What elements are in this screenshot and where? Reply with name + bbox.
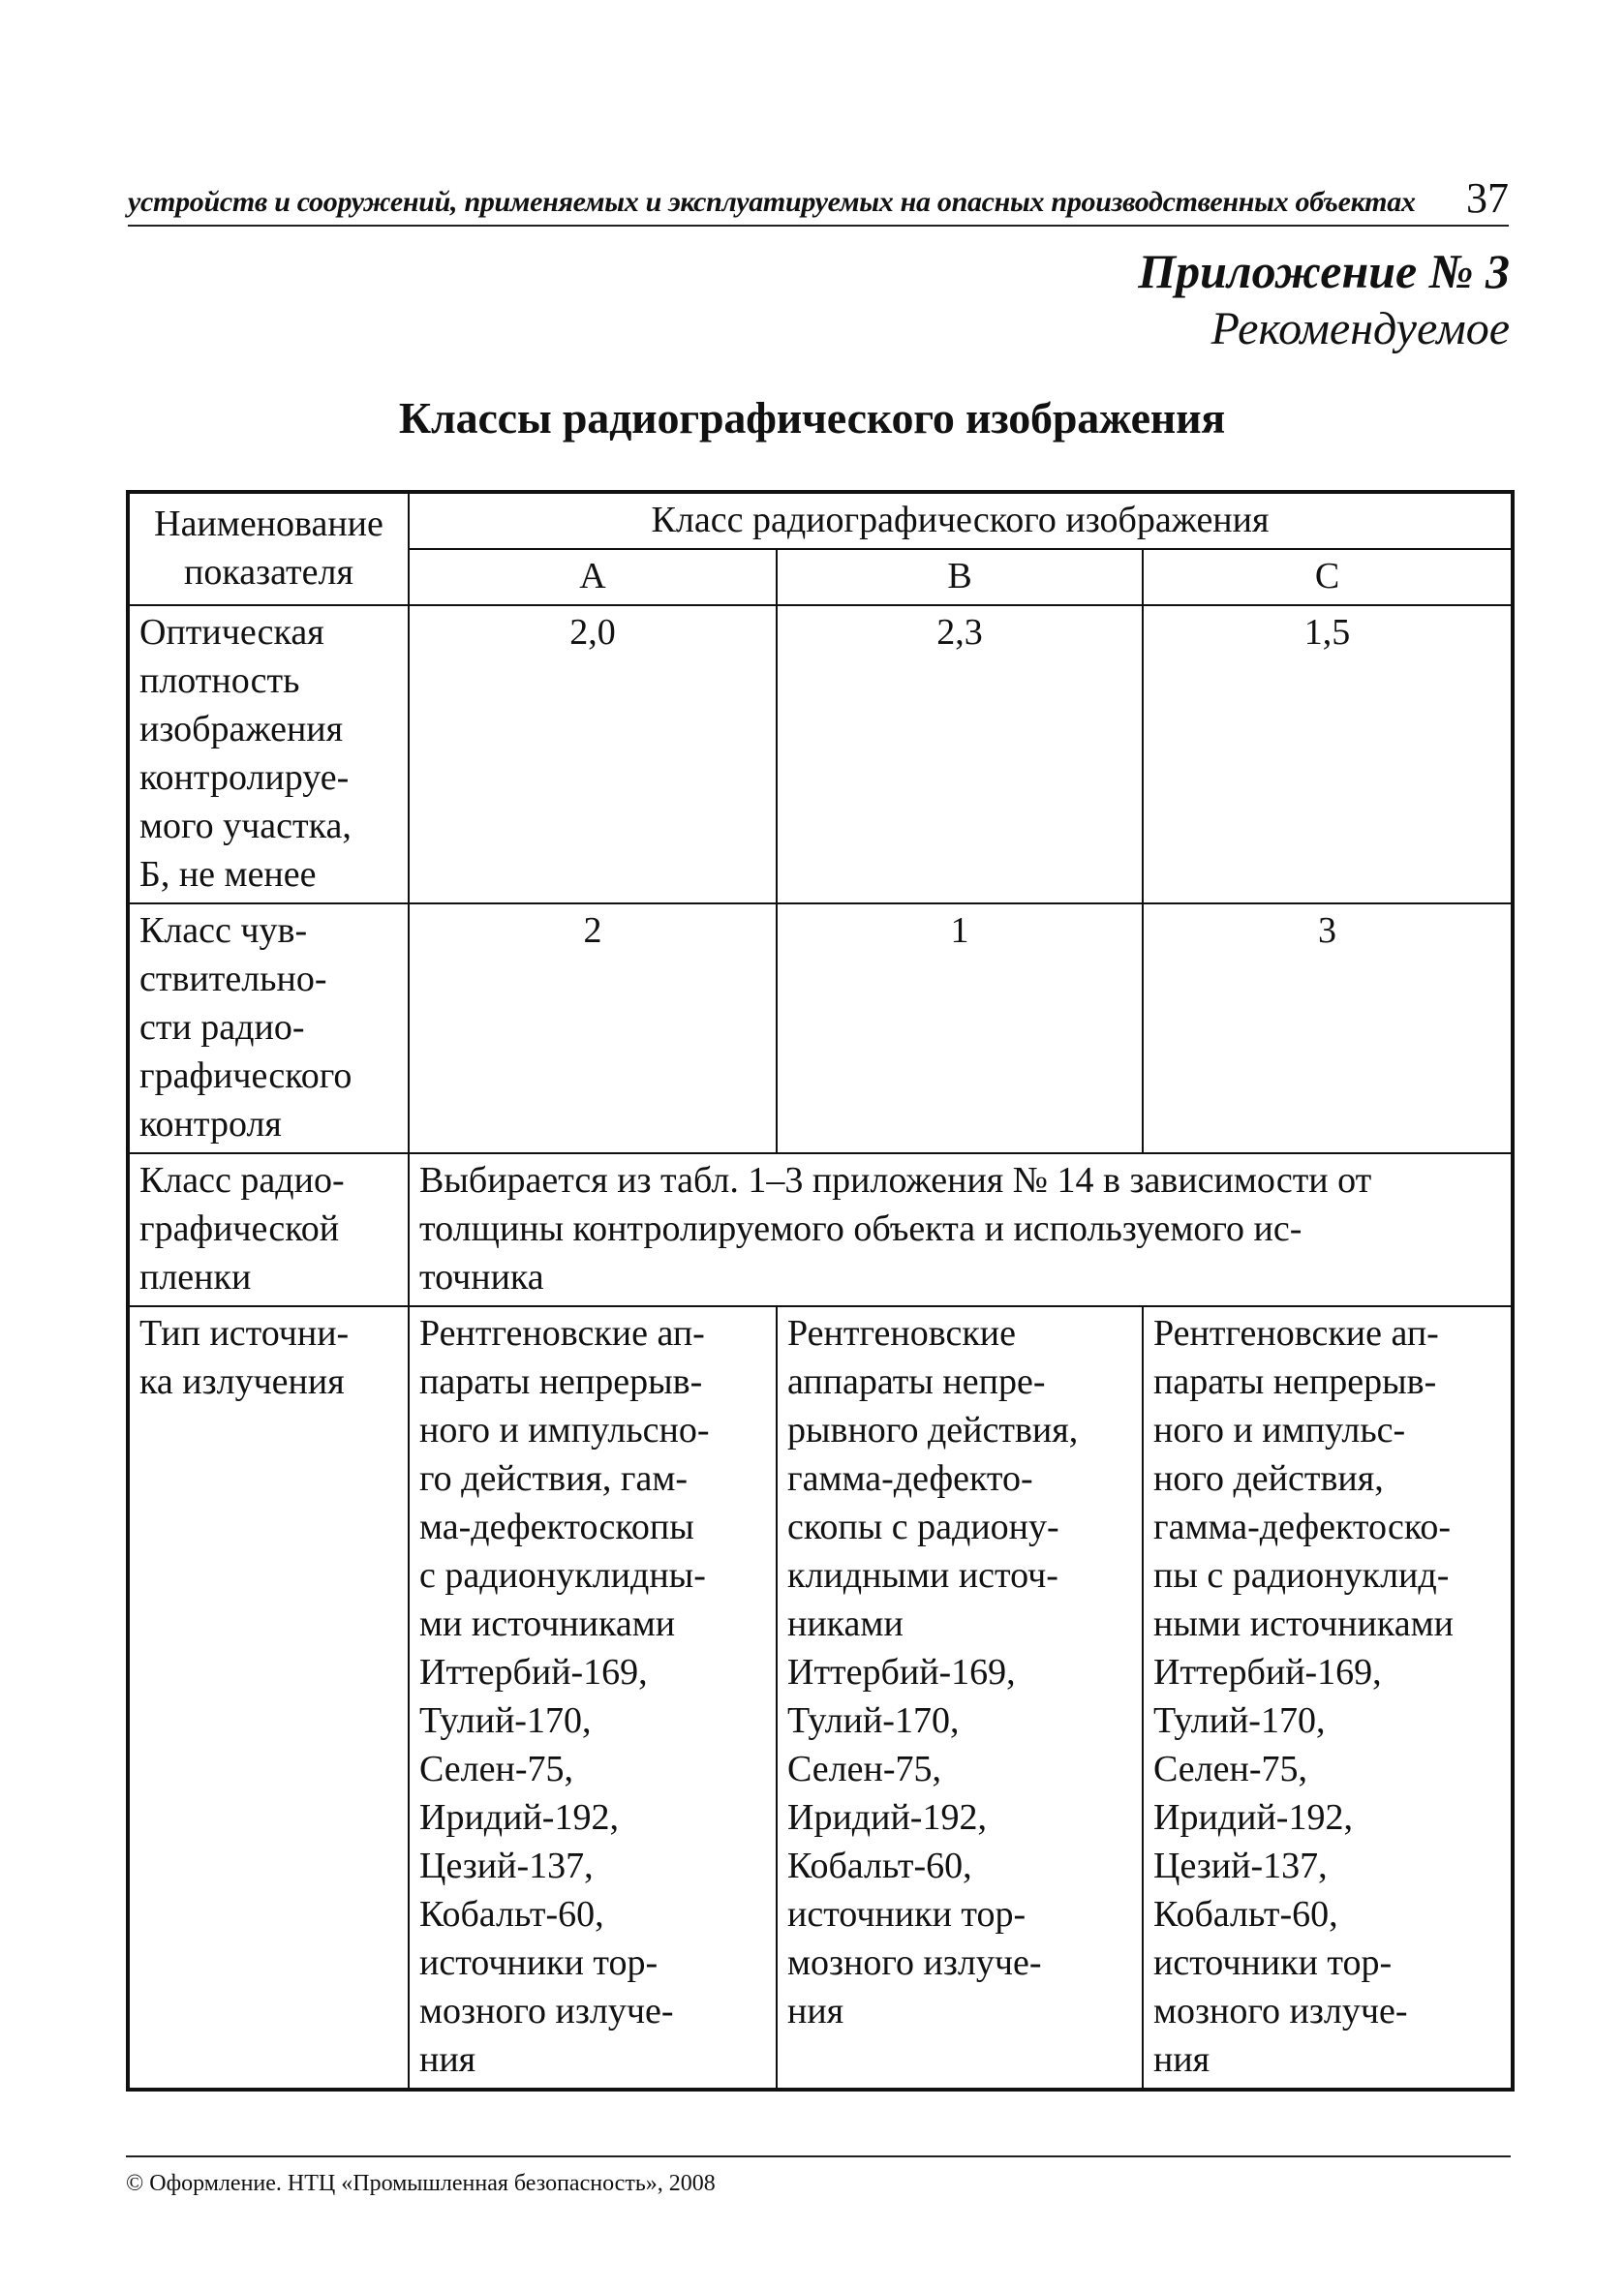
table-row (128, 903, 1513, 1153)
header-class-c: C (1143, 549, 1513, 605)
header-class-a: A (409, 549, 777, 605)
cell-value: 1,5 (1143, 605, 1513, 903)
table-row (128, 1153, 1513, 1306)
cell-value: 2,0 (409, 605, 777, 903)
row-label-sensitivity-class: Класс чув- ствительно- сти радио- графического контроля (128, 903, 409, 1153)
header-indicator: Наименование показателя (128, 492, 409, 605)
running-header-text: устройств и сооружений, применяемых и эксплуатируемых на опасных производственных объектах (128, 186, 1416, 218)
copyright-footer: © Оформление. НТЦ «Промышленная безопасность», 2008 (126, 2155, 1511, 2197)
appendix-subtitle: Рекомендуемое (1210, 303, 1510, 354)
page-number: 37 (1466, 174, 1509, 222)
row-label-film-class: Класс радио- графической пленки (128, 1153, 409, 1306)
table-row (128, 1306, 1513, 2090)
cell-value: 2,3 (777, 605, 1143, 903)
cell-merged-film-class: Выбирается из табл. 1–3 приложения № 14 в зависимости от толщины контролируемого объекта и используемого ис- точника (409, 1153, 1513, 1306)
appendix-heading (1138, 242, 1510, 358)
appendix-title: Приложение № 3 (1138, 244, 1510, 298)
table-header-row (128, 492, 1513, 549)
header-class-group: Класс радиографического изображения (409, 492, 1513, 549)
row-label-optical-density: Оптическая плотность изображения контролируе- мого участка, Б, не менее (128, 605, 409, 903)
cell-source-class-c: Рентгеновские ап- параты непрерыв- ного и импульс- ного действия, гамма-дефектоско- пы с радионуклид- ными источниками Иттербий-169, Тулий-170, Селен-75, Иридий-192, Цезий-137, Кобальт-60, источники тор- мозного излуче- ния (1143, 1306, 1513, 2090)
cell-source-class-a: Рентгеновские ап- параты непрерыв- ного и импульсно- го действия, гам- ма-дефектоскопы с радионуклидны- ми источниками Иттербий-169, Тулий-170, Селен-75, Иридий-192, Цезий-137, Кобальт-60, источники тор- мозного излуче- ния (409, 1306, 777, 2090)
table-title: Классы радиографического изображения (398, 393, 1226, 443)
table-row (128, 605, 1513, 903)
radiographic-classes-table (126, 490, 1515, 2092)
cell-source-class-b: Рентгеновские аппараты непре- рывного действия, гамма-дефекто- скопы с радиону- клидными источ- никами Иттербий-169, Тулий-170, Селен-75, Иридий-192, Кобальт-60, источники тор- мозного излуче- ния (777, 1306, 1143, 2090)
cell-value: 3 (1143, 903, 1513, 1153)
running-header (128, 167, 1509, 227)
row-label-source-type: Тип источни- ка излучения (128, 1306, 409, 2090)
cell-value: 2 (409, 903, 777, 1153)
header-class-b: B (777, 549, 1143, 605)
cell-value: 1 (777, 903, 1143, 1153)
